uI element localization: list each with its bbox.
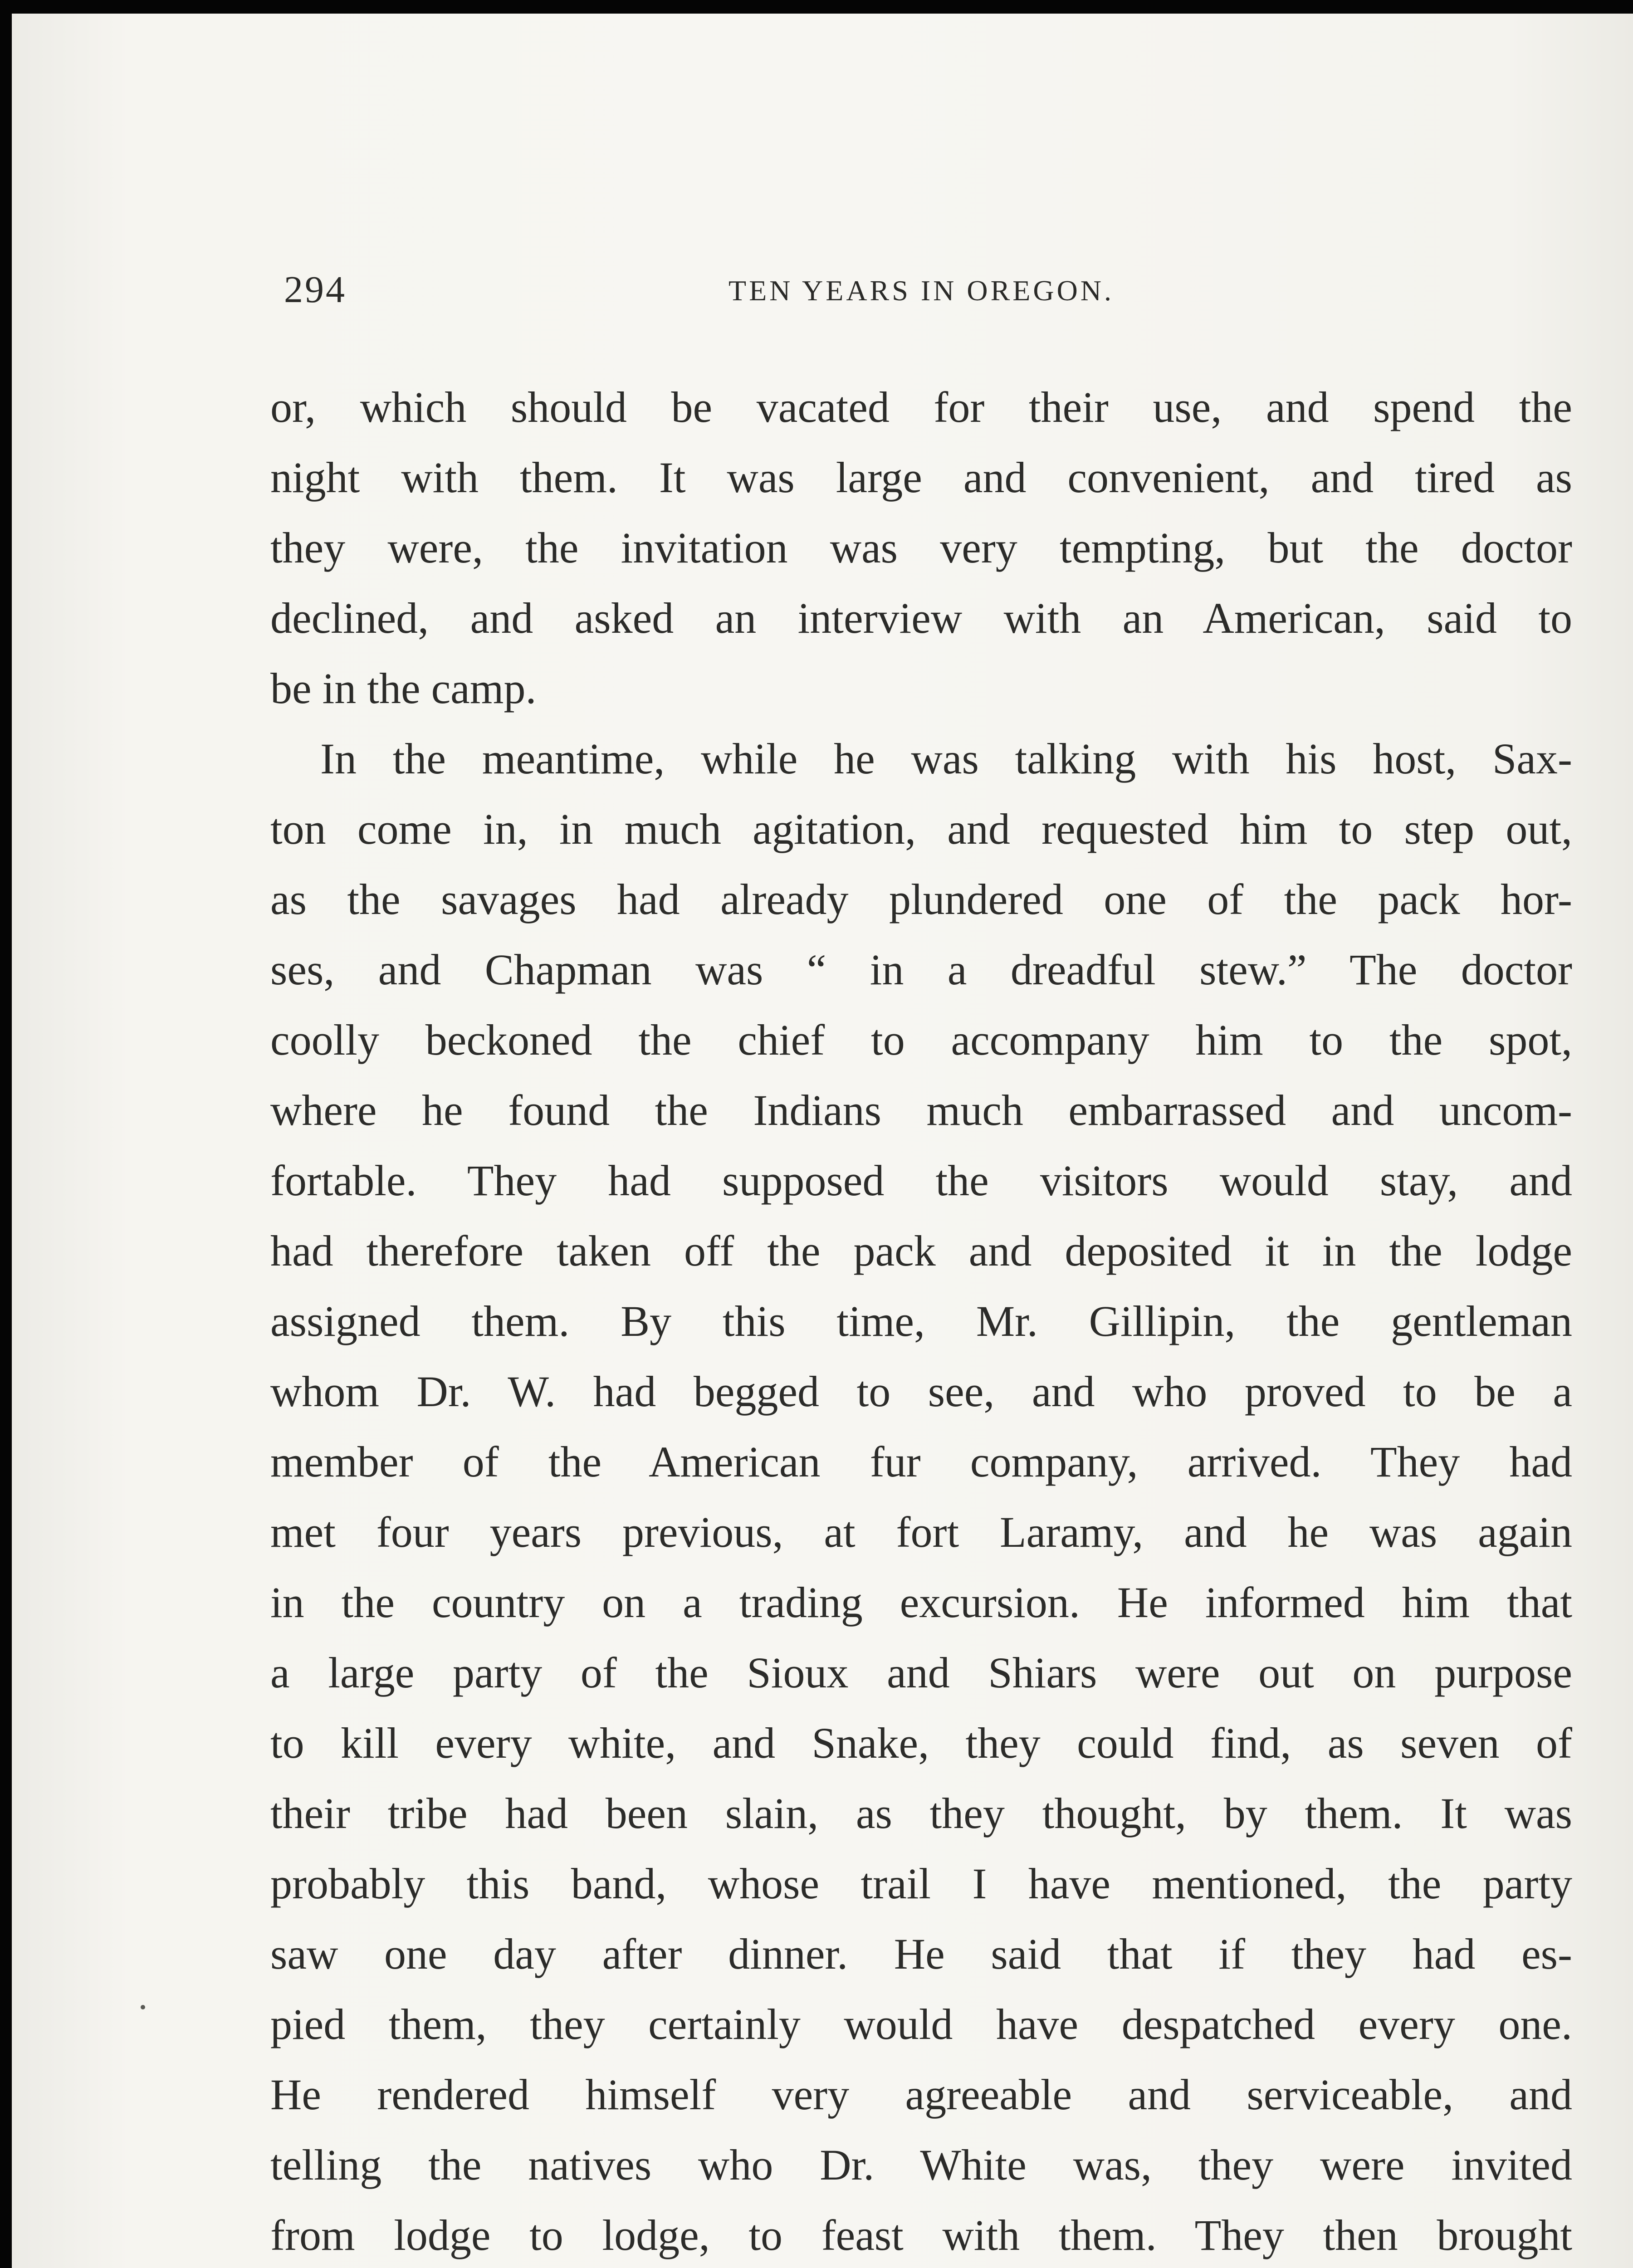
text-line: In the meantime, while he was talking with his host, Sax-: [320, 734, 1572, 783]
book-page: [12, 14, 1633, 2268]
text-line: ton come in, in much agitation, and requested him to step out,: [270, 805, 1572, 853]
page-number: 294: [284, 269, 347, 311]
text-line: saw one day after dinner. He said that if they had es-: [270, 1930, 1572, 1978]
text-line: met four years previous, at fort Laramy, and he was again: [270, 1508, 1572, 1556]
text-line: a large party of the Sioux and Shiars were out on purpose: [270, 1648, 1572, 1697]
running-head: TEN YEARS IN OREGON.: [728, 274, 1115, 307]
text-line: member of the American fur company, arrived. They had: [270, 1437, 1572, 1486]
text-line: whom Dr. W. had begged to see, and who proved to be a: [270, 1367, 1572, 1416]
text-line: in the country on a trading excursion. He informed him that: [270, 1578, 1572, 1627]
text-line: where he found the Indians much embarrassed and uncom-: [270, 1086, 1572, 1134]
text-line: telling the natives who Dr. White was, they were invited: [270, 2141, 1572, 2189]
text-line: He rendered himself very agreeable and serviceable, and: [270, 2070, 1572, 2119]
body-text: [270, 372, 1572, 2268]
text-line: ses, and Chapman was “ in a dreadful stew.” The doctor: [270, 945, 1572, 994]
text-line: pied them, they certainly would have despatched every one.: [270, 2000, 1572, 2048]
text-line: as the savages had already plundered one of the pack hor-: [270, 875, 1572, 924]
text-line: from lodge to lodge, to feast with them. They then brought: [270, 2211, 1572, 2259]
text-line: coolly beckoned the chief to accompany him to the spot,: [270, 1016, 1572, 1064]
text-line: to kill every white, and Snake, they could find, as seven of: [270, 1719, 1572, 1767]
text-line: declined, and asked an interview with an American, said to: [270, 594, 1572, 642]
ink-speck: [141, 2005, 145, 2009]
text-line: they were, the invitation was very tempting, but the doctor: [270, 523, 1572, 572]
text-line: assigned them. By this time, Mr. Gillipin, the gentleman: [270, 1297, 1572, 1345]
text-line: had therefore taken off the pack and deposited it in the lodge: [270, 1227, 1572, 1275]
text-line: be in the camp.: [270, 664, 537, 713]
text-line: their tribe had been slain, as they thought, by them. It was: [270, 1789, 1572, 1838]
text-line: fortable. They had supposed the visitors would stay, and: [270, 1156, 1572, 1205]
page-header: [270, 268, 1572, 322]
text-line: probably this band, whose trail I have mentioned, the party: [270, 1859, 1572, 1908]
text-line: or, which should be vacated for their use, and spend the: [270, 383, 1572, 431]
text-line: night with them. It was large and convenient, and tired as: [270, 453, 1572, 502]
